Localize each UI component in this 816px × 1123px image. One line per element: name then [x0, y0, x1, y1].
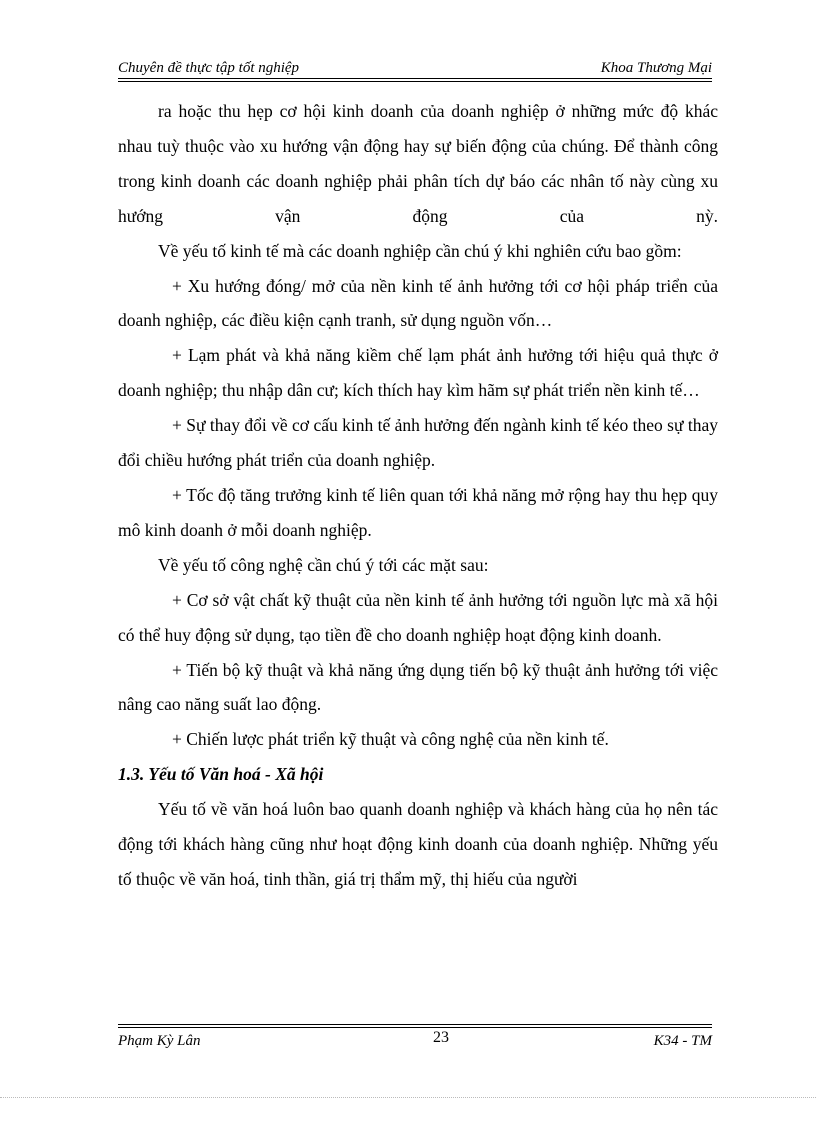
paragraph-continuation: ra hoặc thu hẹp cơ hội kinh doanh của doanh nghiệp ở những mức độ khác nhau tuỳ thuộc vào xu hướng vận động hay sự biến động của chúng. Để thành công trong kinh doanh các doanh nghiệp phải phân tích dự báo các nhân tố này cùng xu hướng vận động của nỳ. [118, 101, 718, 226]
header-rule [118, 78, 712, 79]
list-item-inflation: + Lạm phát và khả năng kiềm chế lạm phát ảnh hưởng tới hiệu quả thực ở doanh nghiệp; thu nhập dân cư; kích thích hay kìm hãm sự phát triển nền kinh tế… [118, 345, 718, 401]
paragraph-culture: Yếu tố về văn hoá luôn bao quanh doanh nghiệp và khách hàng của họ nên tác động tới khách hàng cũng như hoạt động kinh doanh của doanh nghiệp. Những yếu tố thuộc về văn hoá, tinh thần, giá trị thẩm mỹ, thị hiếu của người [118, 799, 718, 889]
page-bottom-border [0, 1097, 816, 1098]
list-item-tech-progress: + Tiến bộ kỹ thuật và khả năng ứng dụng tiến bộ kỹ thuật ảnh hưởng tới việc nâng cao năng suất lao động. [118, 659, 718, 715]
list-item-infrastructure: + Cơ sở vật chất kỹ thuật của nền kinh tế ảnh hưởng tới nguồn lực mà xã hội có thể huy động sử dụng, tạo tiền đề cho doanh nghiệp hoạt động kinh doanh. [118, 589, 718, 645]
header-rule-double [118, 81, 712, 82]
page-number: 23 [433, 1029, 449, 1046]
paragraph-technology-intro: Về yếu tố công nghệ cần chú ý tới các mặt sau: [158, 554, 489, 575]
page-body [118, 94, 718, 897]
footer-class-code: K34 - TM [653, 1033, 712, 1049]
section-heading: 1.3. Yếu tố Văn hoá - Xã hội [118, 764, 324, 785]
header-faculty: Khoa Thương Mại [600, 60, 712, 76]
page-header [118, 56, 712, 82]
page-footer [118, 1020, 712, 1060]
footer-rule-double [118, 1027, 712, 1028]
header-document-title: Chuyên đề thực tập tốt nghiệp [118, 60, 300, 76]
list-item-growth-rate: + Tốc độ tăng trưởng kinh tế liên quan tới khả năng mở rộng hay thu hẹp quy mô kinh doanh ở mỗi doanh nghiệp. [118, 484, 718, 540]
list-item-structure-change: + Sự thay đổi về cơ cấu kinh tế ảnh hưởng đến ngành kinh tế kéo theo sự thay đổi chiều hướng phát triển của doanh nghiệp. [118, 415, 718, 471]
footer-author: Phạm Kỳ Lân [118, 1033, 201, 1049]
list-item-economy-openness: + Xu hướng đóng/ mở của nền kinh tế ảnh hưởng tới cơ hội pháp triển của doanh nghiệp, các điều kiện cạnh tranh, sử dụng nguồn vốn… [118, 275, 718, 331]
paragraph-economic-intro: Về yếu tố kinh tế mà các doanh nghiệp cần chú ý khi nghiên cứu bao gồm: [158, 240, 682, 261]
list-item-tech-strategy: + Chiến lược phát triển kỹ thuật và công nghệ của nền kinh tế. [172, 729, 609, 750]
footer-rule [118, 1024, 712, 1025]
